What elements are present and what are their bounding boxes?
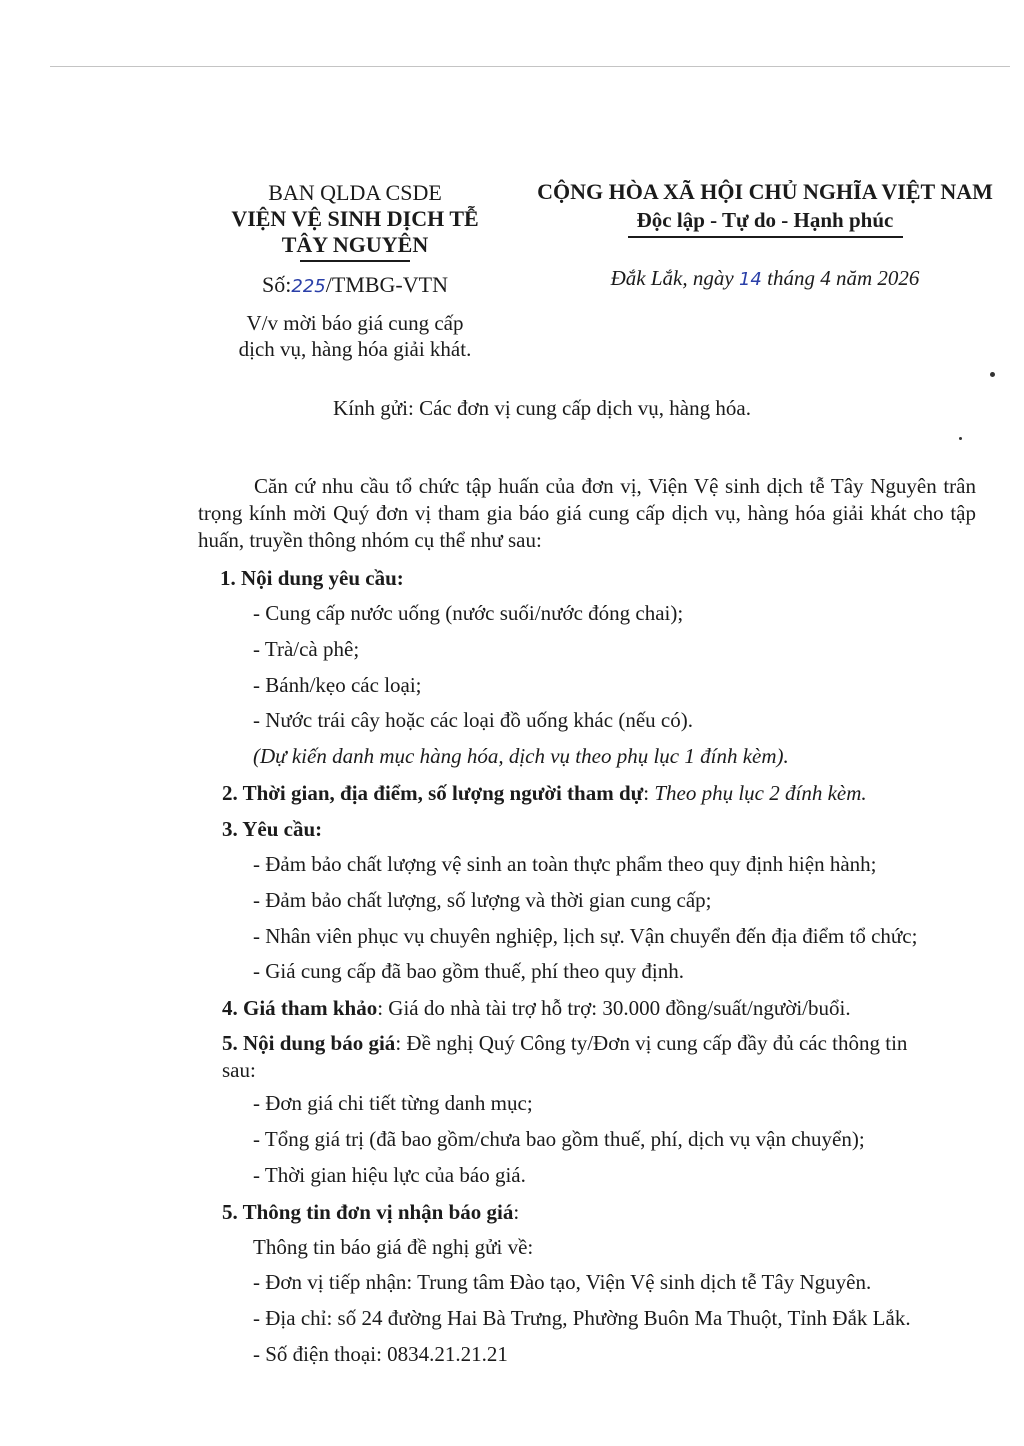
section-5-text-line2: sau: [222,1058,256,1083]
date-suffix: tháng 4 năm 2026 [767,265,920,290]
section-1-item: - Cung cấp nước uống (nước suối/nước đóng chai); [253,601,684,625]
section-6-title: 5. Thông tin đơn vị nhận báo giá [222,1199,514,1224]
org-underline [300,260,410,262]
section-5-text-line1: : Đề nghị Quý Công ty/Đơn vị cung cấp đầy đủ các thông tin [395,1031,908,1056]
section-1-title: 1. Nội dung yêu cầu: [220,566,404,590]
motto-underline [628,236,903,238]
section-1-note: (Dự kiến danh mục hàng hóa, dịch vụ theo phụ lục 1 đính kèm). [253,744,789,769]
document-number [200,272,510,300]
scan-speck [990,372,995,377]
subject-line1: V/v mời báo giá cung cấp [246,310,464,335]
date-prefix: Đắk Lắk, ngày [610,265,734,290]
scan-border-line [50,66,1010,67]
section-6-item: - Số điện thoại: 0834.21.21.21 [253,1341,508,1366]
scan-speck [959,437,962,440]
section-5-item: - Tổng giá trị (đã bao gồm/chưa bao gồm thuế, phí, dịch vụ vận chuyển); [253,1126,865,1151]
section-6-item: - Đơn vị tiếp nhận: Trung tâm Đào tạo, Viện Vệ sinh dịch tễ Tây Nguyên. [253,1270,872,1295]
section-3-item: - Đảm bảo chất lượng, số lượng và thời gian cung cấp; [253,887,712,912]
date-line [525,264,1005,294]
doc-number-handwritten: 225 [291,275,326,297]
doc-number-suffix: /TMBG-VTN [325,271,448,297]
section-5-item: - Thời gian hiệu lực của báo giá. [253,1162,526,1187]
org-name-line1: VIỆN VỆ SINH DỊCH TỄ [231,206,479,231]
section-1-item: - Bánh/kẹo các loại; [253,672,422,697]
section-6-heading [198,1194,976,1230]
section-4-text: : Giá do nhà tài trợ hỗ trợ: 30.000 đồng/suất/người/buổi. [377,996,851,1021]
section-1-heading [198,560,976,596]
section-1-item: - Trà/cà phê; [253,636,360,661]
section-1-item: - Nước trái cây hoặc các loại đồ uống khác (nếu có). [253,708,693,733]
recipient: Kính gửi: Các đơn vị cung cấp dịch vụ, hàng hóa. [333,396,751,420]
org-name-line2: TÂY NGUYÊN [281,232,429,257]
section-3-item: - Nhân viên phục vụ chuyên nghiệp, lịch sự. Vận chuyển đến địa điểm tổ chức; [253,923,918,948]
org-parent: BAN QLDA CSDE [268,180,442,205]
header-left [200,180,510,362]
section-2 [198,775,976,811]
doc-number-prefix: Số: [262,271,292,297]
section-6-item: - Địa chỉ: số 24 đường Hai Bà Trưng, Phường Buôn Ma Thuột, Tỉnh Đắk Lắk. [253,1306,911,1331]
national-title: CỘNG HÒA XÃ HỘI CHỦ NGHĨA VIỆT NAM [537,179,993,204]
section-6-item: Thông tin báo giá đề nghị gửi về: [253,1234,534,1259]
section-2-text: Theo phụ lục 2 đính kèm. [654,780,867,805]
intro-paragraph: Căn cứ nhu cầu tổ chức tập huấn của đơn vị, Viện Vệ sinh dịch tễ Tây Nguyên trân trọng kính mời Quý đơn vị tham gia báo giá cung cấp dịch vụ, hàng hóa giải khát cho tập huấn, truyền thông nhóm cụ thể như sau: [198,474,976,552]
section-4-title: 4. Giá tham khảo [222,996,378,1021]
section-3-item: - Đảm bảo chất lượng vệ sinh an toàn thực phẩm theo quy định hiện hành; [253,851,877,876]
section-5-title: 5. Nội dung báo giá [222,1031,396,1056]
section-3-item: - Giá cung cấp đã bao gồm thuế, phí theo quy định. [253,959,684,984]
section-2-title: 2. Thời gian, địa điểm, số lượng người tham dự [222,780,644,805]
section-4 [198,990,976,1026]
section-5 [198,1026,976,1086]
document-body [198,473,976,1373]
section-3-title: 3. Yêu cầu: [222,816,323,841]
subject-line2: dịch vụ, hàng hóa giải khát. [238,336,472,361]
national-motto: Độc lập - Tự do - Hạnh phúc [636,208,894,232]
section-6-colon: : [513,1199,520,1224]
section-5-item: - Đơn giá chi tiết từng danh mục; [253,1091,533,1116]
subject [200,310,510,362]
header-right [525,178,1005,294]
date-day-handwritten: 14 [738,268,762,290]
section-3-heading [198,811,976,847]
section-2-colon: : [643,780,655,805]
